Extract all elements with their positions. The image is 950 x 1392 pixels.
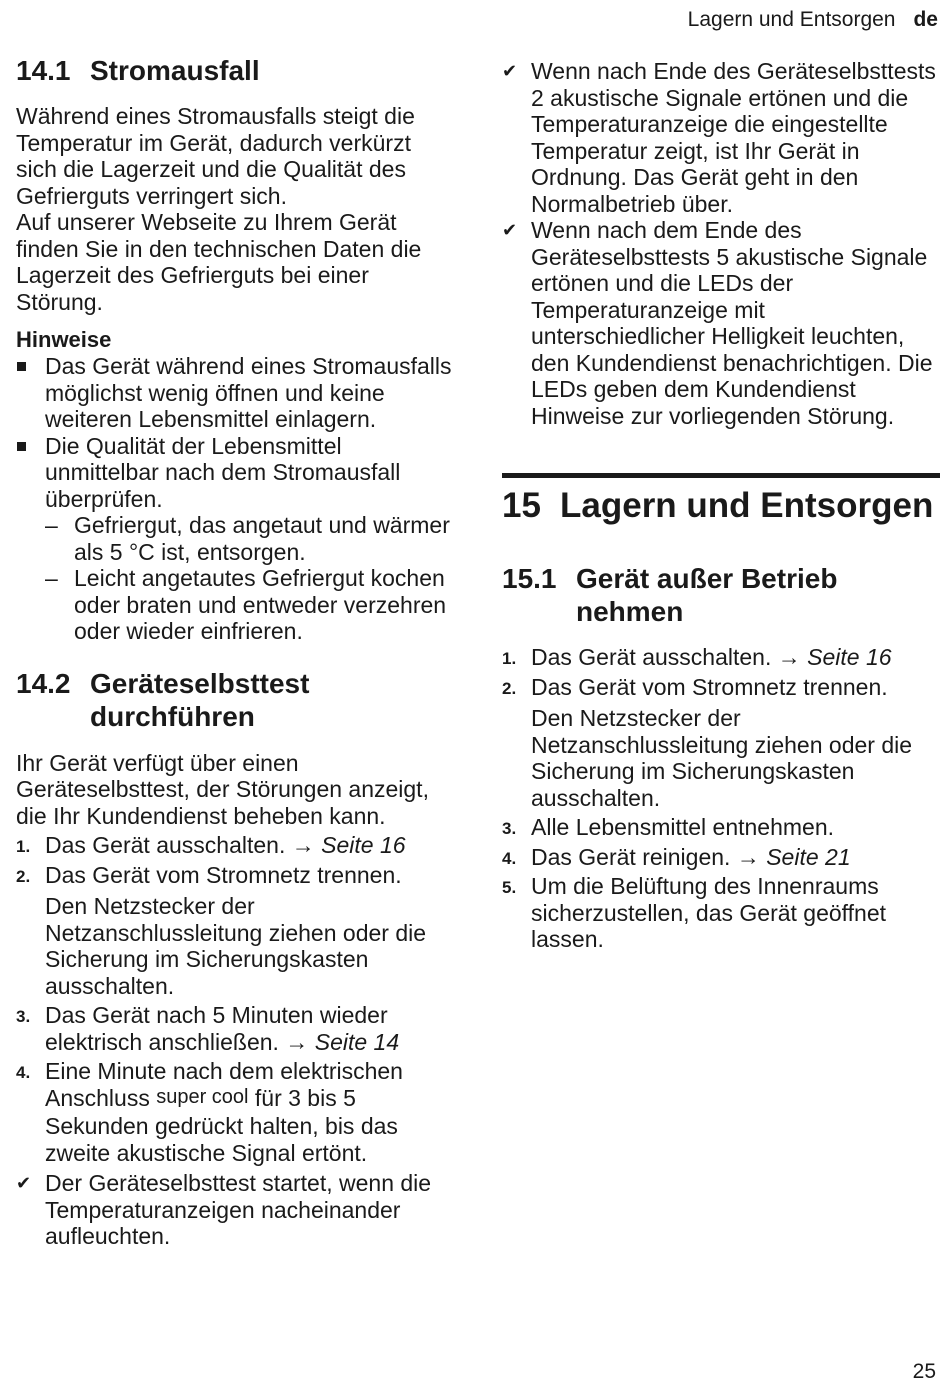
section-number: 14.2 — [16, 667, 71, 699]
dash-icon: – — [45, 512, 58, 538]
section-14-1-heading — [16, 54, 456, 87]
page-link[interactable]: → Seite 16 — [291, 832, 406, 858]
step-number: 1. — [16, 837, 31, 856]
checkmark-icon: ✔ — [502, 220, 518, 240]
step-detail: Den Netzstecker der Netzanschlussleitung ziehen oder die Sicherung im Sicherungskasten ausschalten. — [45, 893, 427, 999]
list-item — [45, 512, 456, 565]
steps-list — [502, 814, 940, 953]
step-number: 3. — [16, 1007, 31, 1026]
step-number: 4. — [502, 848, 517, 868]
step-number: 4. — [16, 1063, 31, 1082]
section-title: Gerät außer Betrieb nehmen — [576, 563, 838, 627]
step-item — [502, 814, 940, 841]
step-text: Um die Belüftung des Innenraums sicherzustellen, das Gerät geöffnet lassen. — [531, 873, 887, 952]
notes-list — [16, 353, 456, 645]
step-text: Das Gerät reinigen. — [531, 843, 731, 870]
result-item — [16, 1170, 456, 1250]
result-text: Der Geräteselbsttest startet, wenn die Temperaturanzeigen nacheinander aufleuchten. — [45, 1170, 432, 1249]
step-item — [502, 644, 940, 671]
result-item — [502, 217, 940, 429]
step-item — [16, 832, 456, 859]
section-15-1-heading — [502, 562, 940, 628]
section-title: Stromausfall — [90, 55, 260, 86]
steps-list — [16, 1002, 456, 1166]
steps-list — [502, 644, 940, 700]
step-number: 1. — [502, 649, 517, 668]
page-link[interactable]: → Seite 16 — [777, 644, 892, 670]
section-number: 15.1 — [502, 563, 557, 594]
dash-icon: – — [45, 565, 58, 591]
notes-title: Hinweise — [16, 327, 112, 352]
step-detail: Den Netzstecker der Netzanschlussleitung ziehen oder die Sicherung im Sicherungskasten ausschalten. — [531, 705, 913, 811]
paragraph: Ihr Gerät verfügt über einen Geräteselbsttest, der Störungen anzeigt, die Ihr Kundendienst beheben kann. — [16, 749, 429, 829]
step-text: für 3 bis 5 Sekunden gedrückt halten, bis das zweite akustische Signal ertönt. — [45, 1084, 398, 1166]
step-text: Eine Minute nach dem elektrischen Anschluss — [45, 1058, 403, 1111]
step-item — [502, 844, 940, 871]
section-14-2-heading — [16, 667, 456, 733]
language-code: de — [913, 8, 938, 31]
list-item-text: Gefriergut, das angetaut und wärmer als 5 °C ist, entsorgen. — [74, 512, 450, 565]
chapter-title: Lagern und Entsorgen — [560, 486, 934, 525]
result-list — [16, 1170, 456, 1250]
section-title: Geräteselbsttest durchführen — [90, 667, 310, 732]
step-item — [16, 862, 456, 889]
step-item — [16, 1002, 456, 1055]
left-column — [16, 54, 456, 1250]
right-column — [502, 54, 940, 956]
step-text: Das Gerät vom Stromnetz trennen. — [45, 861, 402, 888]
step-number: 2. — [502, 678, 517, 698]
list-item — [45, 565, 456, 645]
paragraph: Während eines Stromausfalls steigt die Temperatur im Gerät, dadurch verkürzt sich die Lagerzeit und die Qualität des Gefrierguts verringert sich. — [16, 103, 415, 209]
running-header — [688, 8, 938, 32]
sub-list — [45, 512, 456, 645]
section-number: 14.1 — [16, 55, 71, 86]
checkmark-icon: ✔ — [16, 1173, 32, 1193]
chapter-number: 15 — [502, 486, 541, 525]
step-text: Das Gerät vom Stromnetz trennen. — [531, 673, 888, 700]
list-item-text: Das Gerät während eines Stromausfalls möglichst wenig öffnen und keine weiteren Lebensmittel einlagern. — [45, 353, 452, 432]
result-item — [502, 58, 940, 217]
result-text: Wenn nach dem Ende des Geräteselbsttests 5 akustische Signale ertönen und die LEDs der Temperaturanzeige mit unterschiedlicher Helligkeit leuchten, den Kundendienst benachrichtigen. Die LEDs geben dem Kundendienst Hinweise zur vorliegenden Störung. — [531, 217, 933, 429]
super-cool-button-label: super cool — [156, 1085, 249, 1108]
step-number: 5. — [502, 878, 517, 897]
page-number: 25 — [912, 1360, 936, 1383]
paragraph: Auf unserer Webseite zu Ihrem Gerät finden Sie in den technischen Daten die Lagerzeit des Gefrierguts bei einer Störung. — [16, 209, 422, 315]
step-text: Das Gerät ausschalten. — [531, 644, 772, 670]
header-title: Lagern und Entsorgen — [687, 8, 896, 31]
step-text: Alle Lebensmittel entnehmen. — [531, 814, 835, 840]
step-text: Das Gerät ausschalten. — [45, 832, 286, 858]
list-item — [16, 433, 456, 645]
steps-list — [16, 832, 456, 888]
bullet-square-icon — [17, 362, 26, 371]
step-text: Das Gerät nach 5 Minuten wieder elektrisch anschließen. — [45, 1002, 388, 1055]
bullet-square-icon — [17, 442, 26, 451]
page-link[interactable]: → Seite 21 — [736, 843, 851, 870]
step-number: 3. — [502, 819, 517, 838]
step-item — [16, 1058, 456, 1166]
result-text: Wenn nach Ende des Geräteselbsttests 2 akustische Signale ertönen und die Temperaturanzeige die eingestellte Temperatur zeigt, ist Ihr Gerät in Ordnung. Das Gerät geht in den Normalbetrieb über. — [531, 58, 936, 217]
step-number: 2. — [16, 866, 31, 886]
list-item-text: Leicht angetautes Gefriergut kochen oder braten und entweder verzehren oder wieder einfrieren. — [74, 565, 447, 644]
page-link[interactable]: → Seite 14 — [285, 1028, 400, 1055]
list-item-text: Die Qualität der Lebensmittel unmittelbar nach dem Stromausfall überprüfen. — [45, 432, 401, 512]
checkmark-icon: ✔ — [502, 61, 518, 81]
result-list — [502, 58, 940, 429]
chapter-15-heading — [502, 486, 940, 526]
list-item — [16, 353, 456, 433]
step-item — [502, 873, 940, 953]
chapter-divider — [502, 473, 940, 526]
step-item — [502, 674, 940, 701]
